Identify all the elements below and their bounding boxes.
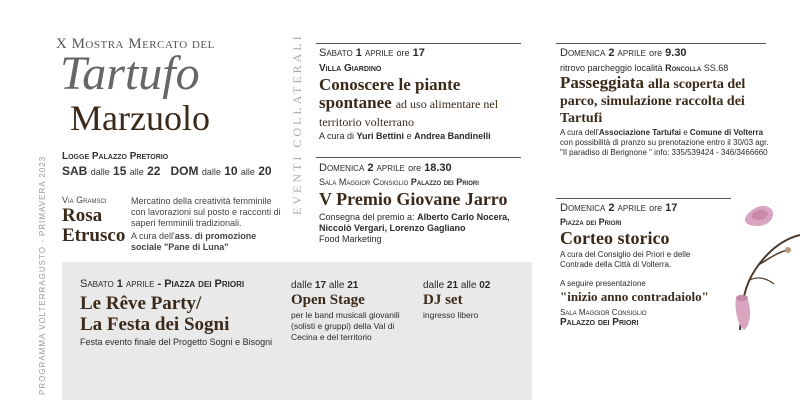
event7-title: DJ set (423, 292, 463, 308)
event3-credit-e: con possibilità di pranzo su prenotazione entro il 30/03 agr. "Il paradiso di Berignone " info: 335/539424 - 346/3466660 (560, 138, 769, 157)
event6-h2: 21 (347, 280, 359, 291)
event1-title-a: Conoscere le piante spontanee (319, 75, 461, 112)
fair-title-tartufo: Tartufo (60, 47, 200, 100)
rosa-description: Mercatino della creatività femminile con lavorazioni sul posto e racconti di saperi femminili tradizionali. (131, 196, 281, 228)
rosa-title-1: Rosa (62, 205, 103, 226)
event6-h1: 17 (314, 280, 327, 291)
rosa-credit (131, 231, 281, 253)
event6-title: Open Stage (291, 292, 365, 308)
event1-title-b: ad uso alimentare nel territorio volterrano (319, 97, 499, 129)
event7-h2: 02 (479, 280, 491, 291)
event7-when (423, 280, 490, 291)
event2-time: 18.30 (424, 162, 452, 174)
event4-day: Domenica (560, 202, 606, 214)
event2-line-b: Alberto Carlo Nocera, Niccolò Vergari, Lorenzo Gagliano (319, 212, 510, 233)
dom-dalle: dalle (201, 167, 221, 177)
event3-credit (560, 128, 770, 158)
dom-h2: 20 (258, 164, 272, 178)
event1-title (319, 76, 524, 131)
event5-title-1: Le Rêve Party/ (80, 293, 202, 314)
event1-credit-d: Andrea Bandinelli (414, 131, 491, 141)
program-vertical-label: PROGRAMMA VOLTERRAGUSTO - PRIMAVERA 2023 (38, 155, 47, 395)
event1-date (319, 47, 425, 59)
event2-ore: ore (408, 163, 422, 173)
event1-month: aprile (364, 47, 394, 59)
event4-follow: A seguire presentazione (560, 279, 646, 288)
event3-date (560, 47, 687, 59)
eventi-vertical-label: EVENTI COLLATERALI (290, 33, 304, 215)
event4-title2: "inizio anno contradaiolo" (560, 289, 709, 304)
event3-daynum: 2 (608, 47, 615, 59)
event1-credit-c: e (406, 131, 412, 141)
sab-h2: 22 (147, 164, 161, 178)
event2-details (319, 212, 529, 245)
event7-alle: alle (460, 280, 477, 291)
event3-title-b: alla scoperta del parco, simulazione raccolta dei Tartufi (560, 77, 746, 126)
event2-line-c: Food Marketing (319, 234, 382, 244)
event6-when (291, 280, 358, 291)
event1-credit-b: Yuri Bettini (356, 131, 405, 141)
event3-title-a: Passeggiata (560, 73, 645, 92)
fair-title-marzuolo: Marzuolo (70, 98, 210, 138)
event4-place2 (560, 308, 647, 328)
sab-alle: alle (129, 167, 144, 177)
event4-daynum: 2 (608, 202, 615, 214)
event4-place: Piazza dei Priori (560, 217, 622, 227)
event6-dalle: dalle (291, 280, 313, 291)
event1-daynum: 1 (355, 47, 362, 59)
event1-credit (319, 131, 491, 142)
rosa-place: Via Gramsci (62, 195, 107, 205)
event2-place-a: Sala Maggior Consiglio (319, 177, 409, 187)
event3-day: Domenica (560, 47, 606, 59)
event6-alle: alle (328, 280, 345, 291)
event3-credit-c: e (683, 128, 688, 137)
event3-meet-place: Roncolla (665, 63, 702, 73)
event3-meet: ritrovo parcheggio località (560, 63, 663, 73)
event2-day: Domenica (319, 162, 365, 174)
event1-place: Villa Giardino (319, 63, 382, 74)
event2-rule (316, 157, 521, 158)
event7-desc: ingresso libero (423, 310, 479, 320)
event3-meeting (560, 63, 728, 73)
sab-dalle: dalle (90, 167, 110, 177)
event5-title-2: La Festa dei Sogni (80, 314, 230, 335)
dom-alle: alle (240, 167, 255, 177)
event2-title: V Premio Giovane Jarro (319, 189, 508, 209)
event4-month: aprile (617, 202, 646, 214)
event2-month: aprile (376, 162, 405, 174)
event5-day: Sabato (80, 278, 114, 290)
fair-subtitle: X Mostra Mercato del (56, 36, 215, 52)
event3-credit-d: Comune di Volterra (689, 128, 764, 137)
event5-month: aprile (125, 278, 155, 290)
event2-place (319, 177, 479, 187)
event7-dalle: dalle (423, 280, 445, 291)
event2-date (319, 162, 452, 174)
fair-venue: Logge Palazzo Pretorio (62, 151, 169, 162)
event4-title: Corteo storico (560, 228, 670, 248)
event2-line-a: Consegna del premio a: (319, 212, 415, 222)
event3-month: aprile (617, 47, 646, 59)
event7-h1: 21 (446, 280, 459, 291)
event6-desc: per le band musicali giovanili (solisti e gruppi) della Val di Cecina e del territorio (291, 310, 400, 342)
event1-rule (316, 43, 521, 44)
event5-place: - Piazza dei Priori (157, 278, 245, 290)
event2-daynum: 2 (367, 162, 374, 174)
rosa-credit-b: ass. di promozione sociale "Pane di Luna" (131, 231, 257, 252)
dom-label: DOM (170, 164, 199, 178)
event5-date (80, 278, 244, 290)
dom-h1: 10 (224, 164, 238, 178)
sab-label: SAB (62, 164, 88, 178)
event3-credit-a: A cura dell' (560, 128, 599, 137)
event3-title (560, 75, 775, 127)
event4-place2-b: Palazzo dei Priori (560, 317, 639, 328)
event4-time: 17 (665, 202, 678, 214)
event3-rule (556, 43, 766, 44)
event1-day: Sabato (319, 47, 353, 59)
event4-date (560, 202, 677, 214)
fair-hours (62, 164, 272, 178)
event4-place2-a: Sala Maggior Consiglio (560, 308, 647, 317)
event3-ore: ore (649, 48, 663, 58)
event4-ore: ore (649, 203, 663, 213)
event4-desc: A cura del Consiglio dei Priori e delle Contrade della Città di Volterra. (560, 250, 691, 269)
event3-meet-road: SS.68 (703, 63, 729, 73)
rosa-credit-a: A cura dell' (131, 231, 175, 241)
event5-daynum: 1 (116, 278, 123, 290)
event1-credit-a: A cura di (319, 131, 355, 141)
event1-ore: ore (396, 48, 410, 58)
event2-place-b: Palazzo dei Priori (410, 177, 479, 187)
event3-credit-b: Associazione Tartufai (598, 128, 681, 137)
event1-time: 17 (412, 47, 425, 59)
rosa-title-2: Etrusco (62, 225, 126, 246)
event3-time: 9.30 (665, 47, 687, 59)
event5-desc: Festa evento finale del Progetto Sogni e Bisogni (80, 337, 273, 347)
sab-h1: 15 (113, 164, 127, 178)
magnolia-branch-illustration (700, 180, 800, 340)
